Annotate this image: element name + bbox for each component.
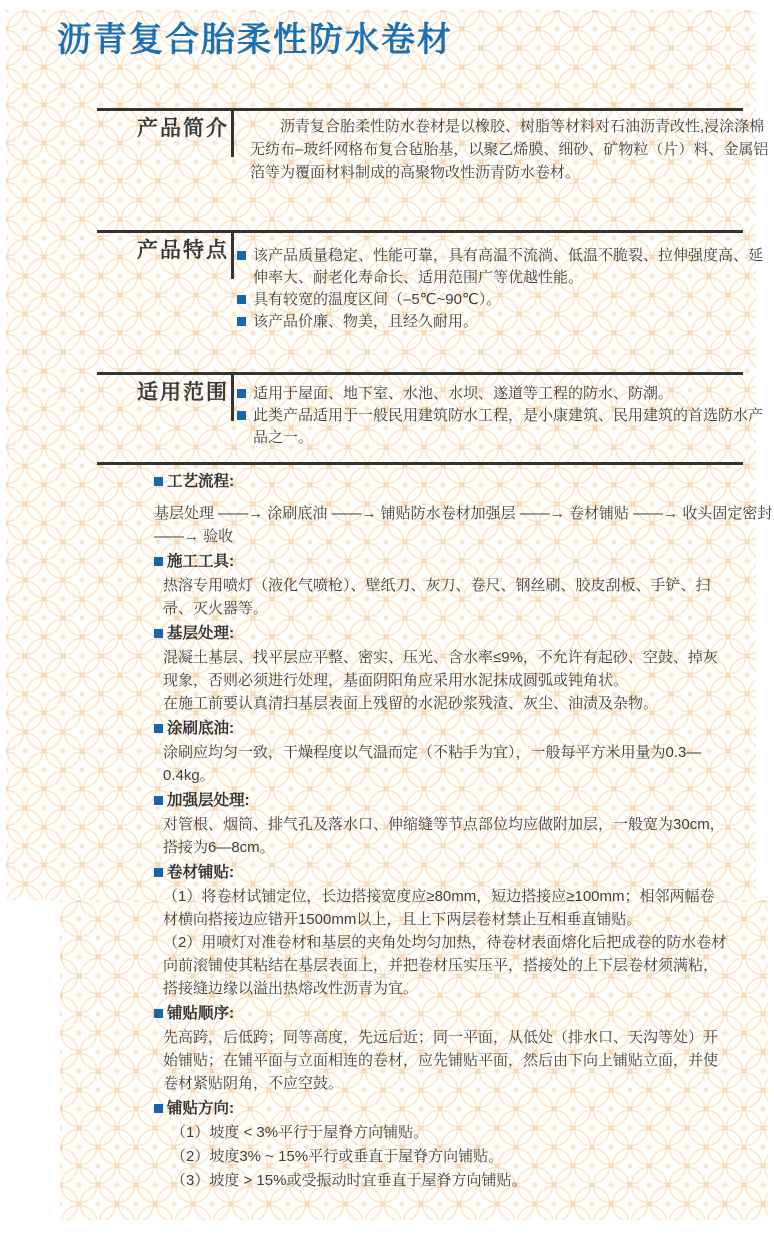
subsection-paragraph: （2）坡度3% ~ 15%平行或垂直于屋脊方向铺贴。: [171, 1148, 504, 1165]
section-header-features: 产品特点: [137, 239, 229, 262]
process-flow-line: ——→ 验收: [154, 528, 234, 545]
bullet-square-icon: [154, 724, 163, 733]
subsection-paragraph: 涂刷应均匀一致，干燥程度以气温而定（不粘手为宜），一般每平方米用量为0.3—0.4kg。: [163, 744, 702, 784]
list-item-text: 适用于屋面、地下室、水池、水坝、遂道等工程的防水、防潮。: [253, 385, 674, 402]
bullet-square-icon: [237, 389, 246, 398]
bullet-square-icon: [237, 411, 246, 420]
subsection-title-text: 铺贴顺序:: [167, 1005, 235, 1022]
bullet-square-icon: [237, 295, 246, 304]
subsection-title-text: 卷材铺贴:: [167, 864, 235, 881]
list-item: [237, 289, 771, 311]
header-vertical-divider: [231, 374, 234, 421]
intro-paragraph: 沥青复合胎柔性防水卷材是以橡胶、树脂等材料对石油沥青改性,浸涂涤棉无纺布–玻纤网格布复合毡胎基，以聚乙烯膜、细砂、矿物粒（片）料、金属铝箔等为覆面材料制成的高聚物改性沥青防水卷材。: [250, 118, 769, 181]
subsection-title-laying: [154, 861, 728, 885]
process-flow-line: 基层处理 ——→ 涂刷底油 ——→ 铺贴防水卷材加强层 ——→ 卷材铺贴 ——→ 收头固定密封: [154, 505, 773, 522]
features-bullet-list: [237, 245, 771, 333]
subsection-title-laying-direction: [154, 1097, 728, 1121]
intro-content: [250, 115, 770, 184]
subsection-paragraph: （1）坡度 < 3%平行于屋脊方向铺贴。: [171, 1124, 429, 1141]
bullet-square-icon: [154, 1104, 163, 1113]
list-item-text: 具有较宽的温度区间（–5℃~90℃）。: [253, 291, 502, 308]
subsection-paragraph: （1）将卷材试铺定位，长边搭接宽度应≥80mm，短边搭接应≥100mm；相邻两幅卷材横向搭接边应错开1500mm以上，且上下两层卷材禁止互相垂直铺贴。: [163, 888, 715, 928]
bullet-square-icon: [237, 317, 246, 326]
subsection-title-text: 基层处理:: [167, 625, 235, 642]
bullet-square-icon: [154, 1009, 163, 1018]
subsection-title-text: 施工工具:: [167, 553, 235, 570]
subsection-paragraph: 混凝土基层、找平层应平整、密实、压光、含水率≤9%，不允许有起砂、空鼓、掉灰现象，否则必须进行处理，基面阴阳角应采用水泥抹成圆弧或钝角状。: [163, 649, 718, 689]
list-item-text: 该产品质量稳定、性能可靠，具有高温不流淌、低温不脆裂、拉伸强度高、延伸率大、耐老化寿命长、适用范围广等优越性能。: [253, 247, 764, 286]
bullet-square-icon: [154, 477, 163, 486]
subsection-title-reinforcement: [154, 789, 728, 813]
list-item: [237, 311, 771, 333]
list-item: [237, 245, 771, 289]
subsection-title-text: 铺贴方向:: [167, 1100, 235, 1117]
bullet-square-icon: [154, 868, 163, 877]
list-item: [237, 383, 771, 405]
bullet-square-icon: [154, 557, 163, 566]
subsection-paragraph: 先高跨，后低跨；同等高度，先远后近；同一平面，从低处（排水口、天沟等处）开始铺贴；在铺平面与立面相连的卷材，应先铺贴平面，然后由下向上铺贴立面，并使卷材紧贴阴角，不应空鼓。: [163, 1029, 719, 1092]
subsection-title-tools: [154, 550, 728, 574]
subsection-title-text: 加强层处理:: [167, 792, 250, 809]
subsection-title-text: 工艺流程:: [167, 473, 235, 490]
list-item-text: 该产品价廉、物美，且经久耐用。: [253, 313, 479, 330]
subsection-paragraph: （2）用喷灯对准卷材和基层的夹角处均匀加热，待卷材表面熔化后把成卷的防水卷材向前滚铺使其粘结在基层表面上，并把卷材压实压平，搭接处的上下层卷材须满粘，搭接缝边缘以溢出热熔改性沥青为宜。: [163, 934, 727, 997]
header-vertical-divider: [231, 232, 234, 279]
section-divider-line: [97, 108, 743, 111]
scope-bullet-list: [237, 383, 771, 449]
section-header-scope: 适用范围: [137, 381, 229, 404]
subsection-title-base-treatment: [154, 622, 728, 646]
bullet-square-icon: [154, 796, 163, 805]
subsection-title-process: [154, 470, 728, 494]
section-divider-line: [97, 372, 743, 375]
subsection-title-text: 涂刷底油:: [167, 720, 235, 737]
page-title: 沥青复合胎柔性防水卷材: [57, 21, 453, 59]
subsection-paragraph: （3）坡度 > 15%或受振动时宜垂直于屋脊方向铺贴。: [171, 1172, 527, 1189]
bullet-square-icon: [154, 629, 163, 638]
subsection-paragraph: 对管根、烟筒、排气孔及落水口、伸缩缝等节点部位均应做附加层，一般宽为30cm，搭接为6—8cm。: [163, 816, 725, 856]
bullet-square-icon: [237, 251, 246, 260]
subsection-paragraph: 热溶专用喷灯（液化气喷枪）、壁纸刀、灰刀、卷尺、钢丝刷、胶皮刮板、手铲、扫帚、灭火器等。: [163, 577, 711, 617]
subsection-paragraph: 在施工前要认真清扫基层表面上残留的水泥砂浆残渣、灰尘、油渍及杂物。: [163, 695, 659, 712]
list-item-text: 此类产品适用于一般民用建筑防水工程，是小康建筑、民用建筑的首选防水产品之一。: [253, 407, 764, 446]
list-item: [237, 405, 771, 449]
subsection-title-laying-order: [154, 1002, 728, 1026]
section-divider-line: [97, 230, 743, 233]
section-header-intro: 产品简介: [137, 117, 229, 140]
construction-section: [154, 468, 773, 1193]
section-divider-line: [97, 462, 743, 465]
header-vertical-divider: [231, 110, 234, 157]
subsection-title-primer: [154, 717, 728, 741]
